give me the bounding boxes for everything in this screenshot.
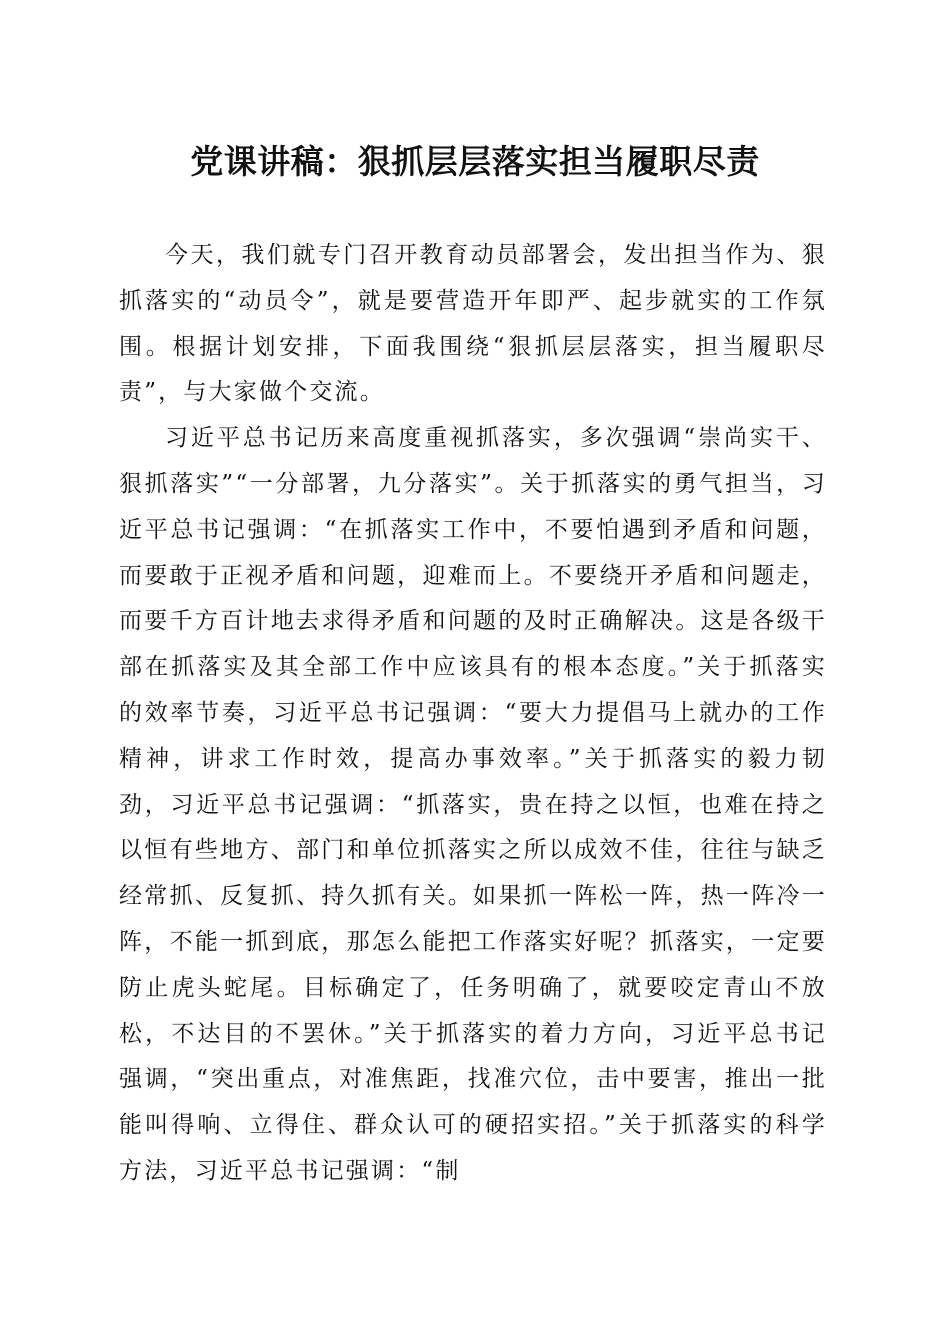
- document-title: 党课讲稿：狠抓层层落实担当履职尽责: [190, 142, 760, 181]
- paragraph-intro: 今天，我们就专门召开教育动员部署会，发出担当作为、狠抓落实的“动员令”，就是要营造开年即严、起步就实的工作氛围。根据计划安排，下面我围绕“狠抓层层落实，担当履职尽责”，与大家做个交流。: [119, 242, 827, 406]
- paragraph-quotes: 习近平总书记历来高度重视抓落实，多次强调“崇尚实干、狠抓落实”“一分部署，九分落实”。关于抓落实的勇气担当，习近平总书记强调：“在抓落实工作中，不要怕遇到矛盾和问题，而要敢于正视矛盾和问题，迎难而上。不要绕开矛盾和问题走，而要千方百计地去求得矛盾和问题的及时正确解决。这是各级干部在抓落实及其全部工作中应该具有的根本态度。”关于抓落实的效率节奏，习近平总书记强调：“要大力提倡马上就办的工作精神，讲求工作时效，提高办事效率。”关于抓落实的毅力韧劲，习近平总书记强调：“抓落实，贵在持之以恒，也难在持之以恒有些地方、部门和单位抓落实之所以成效不佳，往往与缺乏经常抓、反复抓、持久抓有关。如果抓一阵松一阵，热一阵冷一阵，不能一抓到底，那怎么能把工作落实好呢？抓落实，一定要防止虎头蛇尾。目标确定了，任务明确了，就要咬定青山不放松，不达目的不罢休。”关于抓落实的着力方向，习近平总书记强调，“突出重点，对准焦距，找准穴位，击中要害，推出一批能叫得响、立得住、群众认可的硬招实招。”关于抓落实的科学方法，习近平总书记强调：“制: [119, 425, 827, 1184]
- document-body: [119, 233, 827, 1195]
